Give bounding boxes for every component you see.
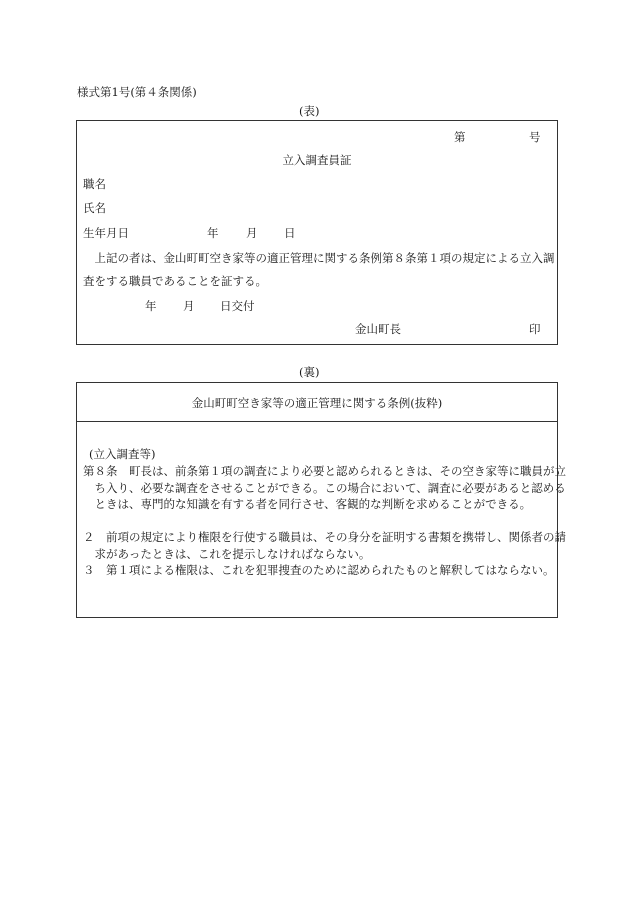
- number-suffix: 号: [529, 130, 541, 144]
- issue-year-unit: 年: [145, 299, 157, 313]
- issue-month-unit: 月: [183, 299, 195, 313]
- title-divider: [77, 421, 557, 422]
- article-8-text: 第８条 町長は、前条第１項の調査により必要と認められるときは、その空き家等に職員が立ち入り、必要な調査をさせることができる。この場合において、調査に必要があると認めるときは、専門的な知識を有する者を同行させ、客観的な判断を求めることができる。: [83, 464, 566, 511]
- issue-date-suffix: 日交付: [220, 299, 255, 313]
- job-title-label: 職名: [83, 177, 106, 191]
- front-side-label: (表): [299, 104, 320, 118]
- issuer-title: 金山町長: [355, 322, 401, 336]
- name-label: 氏名: [83, 201, 106, 215]
- card-title: 立入調査員証: [282, 153, 352, 167]
- section-caption: (立入調査等): [89, 447, 156, 461]
- front-card: [76, 120, 558, 345]
- birthdate-label: 生年月日: [83, 226, 129, 240]
- birth-day-unit: 日: [284, 226, 296, 240]
- seal-mark: 印: [529, 322, 541, 336]
- article-8-paragraph-2: ２ 前項の規定により権限を行使する職員は、その身分を証明する書類を携帯し、関係者の請求があったときは、これを提示しなければならない。: [83, 530, 566, 561]
- certification-text: 上記の者は、金山町町空き家等の適正管理に関する条例第８条第１項の規定による立入調査をする職員であることを証する。: [83, 251, 555, 288]
- form-number-label: 様式第1号(第４条関係): [77, 85, 197, 99]
- article-8-paragraph-3: ３ 第１項による権限は、これを犯罪捜査のために認められたものと解釈してはならない。: [83, 563, 555, 577]
- number-prefix: 第: [454, 130, 466, 144]
- birth-year-unit: 年: [207, 226, 219, 240]
- back-card: [76, 382, 566, 618]
- birth-month-unit: 月: [246, 226, 258, 240]
- ordinance-excerpt-title: 金山町町空き家等の適正管理に関する条例(抜粋): [191, 396, 443, 410]
- back-side-label: (裏): [299, 365, 320, 379]
